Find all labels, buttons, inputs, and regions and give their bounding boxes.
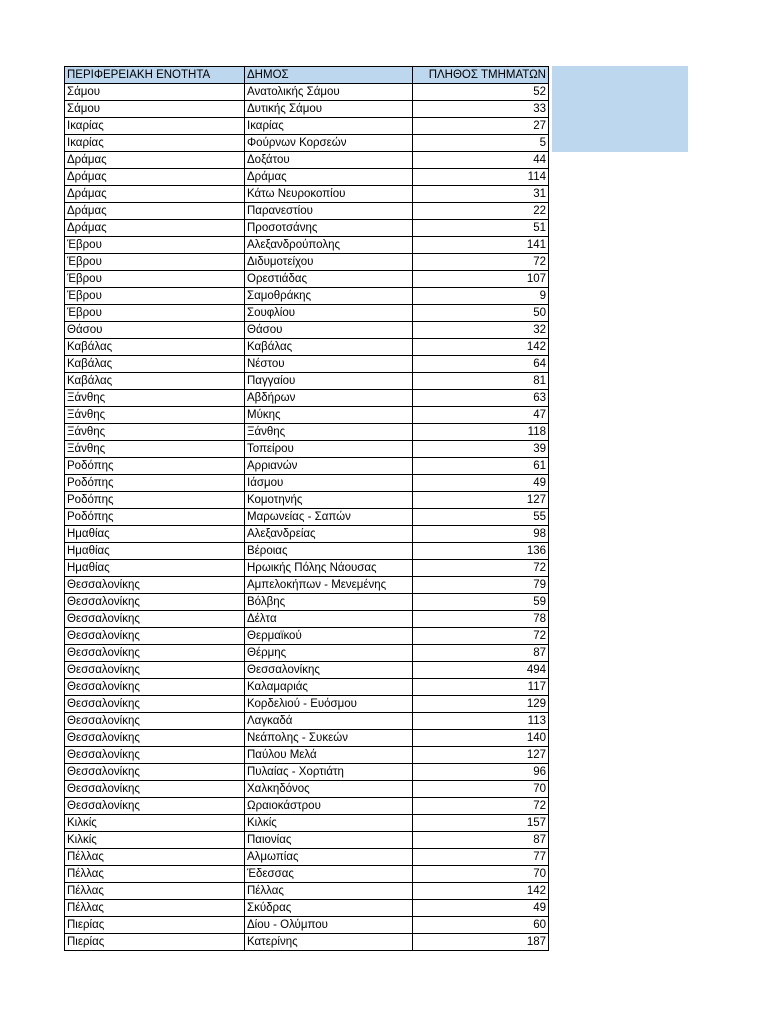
highlight-block xyxy=(552,66,688,152)
cell-regional-unit[interactable]: Δράμας xyxy=(65,169,245,186)
cell-regional-unit[interactable]: Θεσσαλονίκης xyxy=(65,713,245,730)
cell-regional-unit[interactable]: Ημαθίας xyxy=(65,526,245,543)
table-row xyxy=(65,407,549,424)
cell-section-count[interactable]: 64 xyxy=(413,356,549,373)
cell-section-count[interactable]: 77 xyxy=(413,849,549,866)
cell-section-count[interactable]: 142 xyxy=(413,339,549,356)
cell-municipality[interactable]: Πέλλας xyxy=(245,883,413,900)
cell-regional-unit[interactable]: Θεσσαλονίκης xyxy=(65,679,245,696)
cell-municipality[interactable]: Θέρμης xyxy=(245,645,413,662)
cell-section-count[interactable]: 107 xyxy=(413,271,549,288)
table-row xyxy=(65,220,549,237)
table-row xyxy=(65,883,549,900)
cell-section-count[interactable]: 9 xyxy=(413,288,549,305)
table-row xyxy=(65,764,549,781)
cell-regional-unit[interactable]: Θεσσαλονίκης xyxy=(65,696,245,713)
cell-municipality[interactable]: Κάτω Νευροκοπίου xyxy=(245,186,413,203)
cell-section-count[interactable]: 87 xyxy=(413,645,549,662)
cell-section-count[interactable]: 87 xyxy=(413,832,549,849)
cell-regional-unit[interactable]: Θεσσαλονίκης xyxy=(65,628,245,645)
cell-municipality[interactable]: Παρανεστίου xyxy=(245,203,413,220)
table-row xyxy=(65,424,549,441)
table-row xyxy=(65,84,549,101)
cell-regional-unit[interactable]: Δράμας xyxy=(65,220,245,237)
cell-municipality[interactable]: Δοξάτου xyxy=(245,152,413,169)
table-row xyxy=(65,679,549,696)
cell-regional-unit[interactable]: Έβρου xyxy=(65,271,245,288)
cell-municipality[interactable]: Κορδελιού - Ευόσμου xyxy=(245,696,413,713)
header-municipality[interactable]: ΔΗΜΟΣ xyxy=(245,67,413,84)
table-row xyxy=(65,713,549,730)
cell-section-count[interactable]: 60 xyxy=(413,917,549,934)
table-row xyxy=(65,560,549,577)
cell-regional-unit[interactable]: Ροδόπης xyxy=(65,492,245,509)
table-row xyxy=(65,832,549,849)
cell-regional-unit[interactable]: Θεσσαλονίκης xyxy=(65,781,245,798)
cell-section-count[interactable]: 157 xyxy=(413,815,549,832)
cell-regional-unit[interactable]: Δράμας xyxy=(65,186,245,203)
cell-regional-unit[interactable]: Κιλκίς xyxy=(65,832,245,849)
cell-municipality[interactable]: Θεσσαλονίκης xyxy=(245,662,413,679)
cell-section-count[interactable]: 63 xyxy=(413,390,549,407)
cell-regional-unit[interactable]: Θεσσαλονίκης xyxy=(65,594,245,611)
cell-regional-unit[interactable]: Θεσσαλονίκης xyxy=(65,645,245,662)
cell-municipality[interactable]: Μαρωνείας - Σαπών xyxy=(245,509,413,526)
cell-regional-unit[interactable]: Καβάλας xyxy=(65,356,245,373)
table-body xyxy=(65,84,549,951)
cell-regional-unit[interactable]: Έβρου xyxy=(65,305,245,322)
cell-section-count[interactable]: 55 xyxy=(413,509,549,526)
table-row xyxy=(65,934,549,951)
cell-section-count[interactable]: 22 xyxy=(413,203,549,220)
cell-regional-unit[interactable]: Ροδόπης xyxy=(65,509,245,526)
cell-municipality[interactable]: Κιλκίς xyxy=(245,815,413,832)
cell-regional-unit[interactable]: Θάσου xyxy=(65,322,245,339)
cell-municipality[interactable]: Νέστου xyxy=(245,356,413,373)
table-row xyxy=(65,815,549,832)
cell-section-count[interactable]: 127 xyxy=(413,747,549,764)
cell-regional-unit[interactable]: Ροδόπης xyxy=(65,458,245,475)
data-table xyxy=(64,66,549,951)
cell-section-count[interactable]: 96 xyxy=(413,764,549,781)
cell-section-count[interactable]: 72 xyxy=(413,254,549,271)
cell-municipality[interactable]: Αλμωπίας xyxy=(245,849,413,866)
cell-regional-unit[interactable]: Δράμας xyxy=(65,152,245,169)
header-section-count[interactable]: ΠΛΗΘΟΣ ΤΜΗΜΑΤΩΝ xyxy=(413,67,549,84)
cell-municipality[interactable]: Δράμας xyxy=(245,169,413,186)
cell-regional-unit[interactable]: Έβρου xyxy=(65,237,245,254)
cell-section-count[interactable]: 140 xyxy=(413,730,549,747)
cell-municipality[interactable]: Δέλτα xyxy=(245,611,413,628)
cell-municipality[interactable]: Ωραιοκάστρου xyxy=(245,798,413,815)
cell-municipality[interactable]: Λαγκαδά xyxy=(245,713,413,730)
cell-section-count[interactable]: 51 xyxy=(413,220,549,237)
table-row xyxy=(65,577,549,594)
cell-section-count[interactable]: 142 xyxy=(413,883,549,900)
cell-municipality[interactable]: Τοπείρου xyxy=(245,441,413,458)
table-row xyxy=(65,169,549,186)
spreadsheet xyxy=(64,66,549,951)
table-row xyxy=(65,747,549,764)
cell-municipality[interactable]: Ηρωικής Πόλης Νάουσας xyxy=(245,560,413,577)
cell-section-count[interactable]: 52 xyxy=(413,84,549,101)
cell-section-count[interactable]: 39 xyxy=(413,441,549,458)
cell-regional-unit[interactable]: Θεσσαλονίκης xyxy=(65,730,245,747)
table-row xyxy=(65,611,549,628)
cell-section-count[interactable]: 47 xyxy=(413,407,549,424)
table-row xyxy=(65,441,549,458)
header-regional-unit[interactable]: ΠΕΡΙΦΕΡΕΙΑΚΗ ΕΝΟΤΗΤΑ xyxy=(65,67,245,84)
cell-section-count[interactable]: 114 xyxy=(413,169,549,186)
cell-municipality[interactable]: Αλεξανδρούπολης xyxy=(245,237,413,254)
cell-section-count[interactable]: 72 xyxy=(413,560,549,577)
cell-section-count[interactable]: 44 xyxy=(413,152,549,169)
cell-regional-unit[interactable]: Ξάνθης xyxy=(65,390,245,407)
cell-regional-unit[interactable]: Ικαρίας xyxy=(65,135,245,152)
cell-municipality[interactable]: Δυτικής Σάμου xyxy=(245,101,413,118)
cell-municipality[interactable]: Κατερίνης xyxy=(245,934,413,951)
cell-section-count[interactable]: 50 xyxy=(413,305,549,322)
cell-section-count[interactable]: 113 xyxy=(413,713,549,730)
cell-municipality[interactable]: Αβδήρων xyxy=(245,390,413,407)
cell-municipality[interactable]: Σουφλίου xyxy=(245,305,413,322)
cell-section-count[interactable]: 31 xyxy=(413,186,549,203)
cell-municipality[interactable]: Παιονίας xyxy=(245,832,413,849)
table-row xyxy=(65,186,549,203)
cell-regional-unit[interactable]: Πέλλας xyxy=(65,866,245,883)
header-row xyxy=(65,67,549,84)
cell-section-count[interactable]: 127 xyxy=(413,492,549,509)
table-row xyxy=(65,900,549,917)
cell-regional-unit[interactable]: Θεσσαλονίκης xyxy=(65,747,245,764)
cell-section-count[interactable]: 129 xyxy=(413,696,549,713)
table-row xyxy=(65,662,549,679)
cell-regional-unit[interactable]: Πέλλας xyxy=(65,900,245,917)
table-row xyxy=(65,492,549,509)
cell-municipality[interactable]: Πυλαίας - Χορτιάτη xyxy=(245,764,413,781)
cell-section-count[interactable]: 61 xyxy=(413,458,549,475)
cell-regional-unit[interactable]: Σάμου xyxy=(65,101,245,118)
cell-municipality[interactable]: Σαμοθράκης xyxy=(245,288,413,305)
cell-municipality[interactable]: Ιάσμου xyxy=(245,475,413,492)
cell-section-count[interactable]: 494 xyxy=(413,662,549,679)
table-row xyxy=(65,645,549,662)
cell-section-count[interactable]: 49 xyxy=(413,900,549,917)
cell-regional-unit[interactable]: Έβρου xyxy=(65,254,245,271)
cell-regional-unit[interactable]: Καβάλας xyxy=(65,373,245,390)
cell-regional-unit[interactable]: Ροδόπης xyxy=(65,475,245,492)
cell-regional-unit[interactable]: Σάμου xyxy=(65,84,245,101)
cell-section-count[interactable]: 187 xyxy=(413,934,549,951)
table-row xyxy=(65,594,549,611)
cell-regional-unit[interactable]: Πιερίας xyxy=(65,934,245,951)
cell-section-count[interactable]: 59 xyxy=(413,594,549,611)
cell-municipality[interactable]: Αρριανών xyxy=(245,458,413,475)
cell-municipality[interactable]: Καβάλας xyxy=(245,339,413,356)
table-row xyxy=(65,271,549,288)
cell-section-count[interactable]: 49 xyxy=(413,475,549,492)
cell-section-count[interactable]: 27 xyxy=(413,118,549,135)
table-row xyxy=(65,798,549,815)
table-row xyxy=(65,849,549,866)
cell-municipality[interactable]: Φούρνων Κορσεών xyxy=(245,135,413,152)
cell-section-count[interactable]: 5 xyxy=(413,135,549,152)
cell-section-count[interactable]: 81 xyxy=(413,373,549,390)
cell-municipality[interactable]: Κομοτηνής xyxy=(245,492,413,509)
cell-regional-unit[interactable]: Ημαθίας xyxy=(65,543,245,560)
table-row xyxy=(65,254,549,271)
table-row xyxy=(65,781,549,798)
cell-municipality[interactable]: Ξάνθης xyxy=(245,424,413,441)
cell-section-count[interactable]: 141 xyxy=(413,237,549,254)
table-row xyxy=(65,118,549,135)
cell-section-count[interactable]: 98 xyxy=(413,526,549,543)
table-row xyxy=(65,135,549,152)
cell-regional-unit[interactable]: Θεσσαλονίκης xyxy=(65,577,245,594)
table-row xyxy=(65,730,549,747)
table-row xyxy=(65,203,549,220)
table-row xyxy=(65,390,549,407)
cell-municipality[interactable]: Διδυμοτείχου xyxy=(245,254,413,271)
cell-municipality[interactable]: Νεάπολης - Συκεών xyxy=(245,730,413,747)
table-row xyxy=(65,475,549,492)
cell-regional-unit[interactable]: Έβρου xyxy=(65,288,245,305)
cell-section-count[interactable]: 136 xyxy=(413,543,549,560)
cell-municipality[interactable]: Σκύδρας xyxy=(245,900,413,917)
cell-municipality[interactable]: Παύλου Μελά xyxy=(245,747,413,764)
cell-regional-unit[interactable]: Θεσσαλονίκης xyxy=(65,662,245,679)
table-row xyxy=(65,305,549,322)
cell-municipality[interactable]: Ανατολικής Σάμου xyxy=(245,84,413,101)
cell-municipality[interactable]: Ικαρίας xyxy=(245,118,413,135)
cell-section-count[interactable]: 117 xyxy=(413,679,549,696)
cell-regional-unit[interactable]: Πιερίας xyxy=(65,917,245,934)
cell-section-count[interactable]: 79 xyxy=(413,577,549,594)
cell-municipality[interactable]: Παγγαίου xyxy=(245,373,413,390)
table-row xyxy=(65,509,549,526)
cell-regional-unit[interactable]: Θεσσαλονίκης xyxy=(65,611,245,628)
table-row xyxy=(65,526,549,543)
cell-section-count[interactable]: 118 xyxy=(413,424,549,441)
table-row xyxy=(65,373,549,390)
cell-regional-unit[interactable]: Πέλλας xyxy=(65,883,245,900)
cell-section-count[interactable]: 78 xyxy=(413,611,549,628)
cell-regional-unit[interactable]: Ημαθίας xyxy=(65,560,245,577)
cell-municipality[interactable]: Θάσου xyxy=(245,322,413,339)
table-row xyxy=(65,339,549,356)
cell-regional-unit[interactable]: Καβάλας xyxy=(65,339,245,356)
cell-regional-unit[interactable]: Πέλλας xyxy=(65,849,245,866)
cell-regional-unit[interactable]: Θεσσαλονίκης xyxy=(65,764,245,781)
table-row xyxy=(65,322,549,339)
table-row xyxy=(65,866,549,883)
cell-regional-unit[interactable]: Κιλκίς xyxy=(65,815,245,832)
table-row xyxy=(65,458,549,475)
table-row xyxy=(65,288,549,305)
cell-municipality[interactable]: Χαλκηδόνος xyxy=(245,781,413,798)
cell-regional-unit[interactable]: Ξάνθης xyxy=(65,424,245,441)
cell-municipality[interactable]: Δίου - Ολύμπου xyxy=(245,917,413,934)
cell-municipality[interactable]: Θερμαϊκού xyxy=(245,628,413,645)
table-row xyxy=(65,696,549,713)
cell-municipality[interactable]: Προσοτσάνης xyxy=(245,220,413,237)
cell-municipality[interactable]: Έδεσσας xyxy=(245,866,413,883)
cell-municipality[interactable]: Μύκης xyxy=(245,407,413,424)
table-row xyxy=(65,356,549,373)
cell-section-count[interactable]: 70 xyxy=(413,866,549,883)
table-row xyxy=(65,917,549,934)
cell-regional-unit[interactable]: Ξάνθης xyxy=(65,407,245,424)
cell-municipality[interactable]: Αμπελοκήπων - Μενεμένης xyxy=(245,577,413,594)
cell-regional-unit[interactable]: Θεσσαλονίκης xyxy=(65,798,245,815)
table-row xyxy=(65,101,549,118)
cell-section-count[interactable]: 72 xyxy=(413,628,549,645)
table-row xyxy=(65,543,549,560)
cell-section-count[interactable]: 32 xyxy=(413,322,549,339)
cell-municipality[interactable]: Βόλβης xyxy=(245,594,413,611)
cell-section-count[interactable]: 33 xyxy=(413,101,549,118)
cell-regional-unit[interactable]: Δράμας xyxy=(65,203,245,220)
cell-municipality[interactable]: Αλεξανδρείας xyxy=(245,526,413,543)
table-row xyxy=(65,628,549,645)
cell-section-count[interactable]: 70 xyxy=(413,781,549,798)
cell-regional-unit[interactable]: Ξάνθης xyxy=(65,441,245,458)
cell-municipality[interactable]: Βέροιας xyxy=(245,543,413,560)
table-row xyxy=(65,152,549,169)
table-row xyxy=(65,237,549,254)
cell-municipality[interactable]: Καλαμαριάς xyxy=(245,679,413,696)
cell-regional-unit[interactable]: Ικαρίας xyxy=(65,118,245,135)
cell-section-count[interactable]: 72 xyxy=(413,798,549,815)
cell-municipality[interactable]: Ορεστιάδας xyxy=(245,271,413,288)
